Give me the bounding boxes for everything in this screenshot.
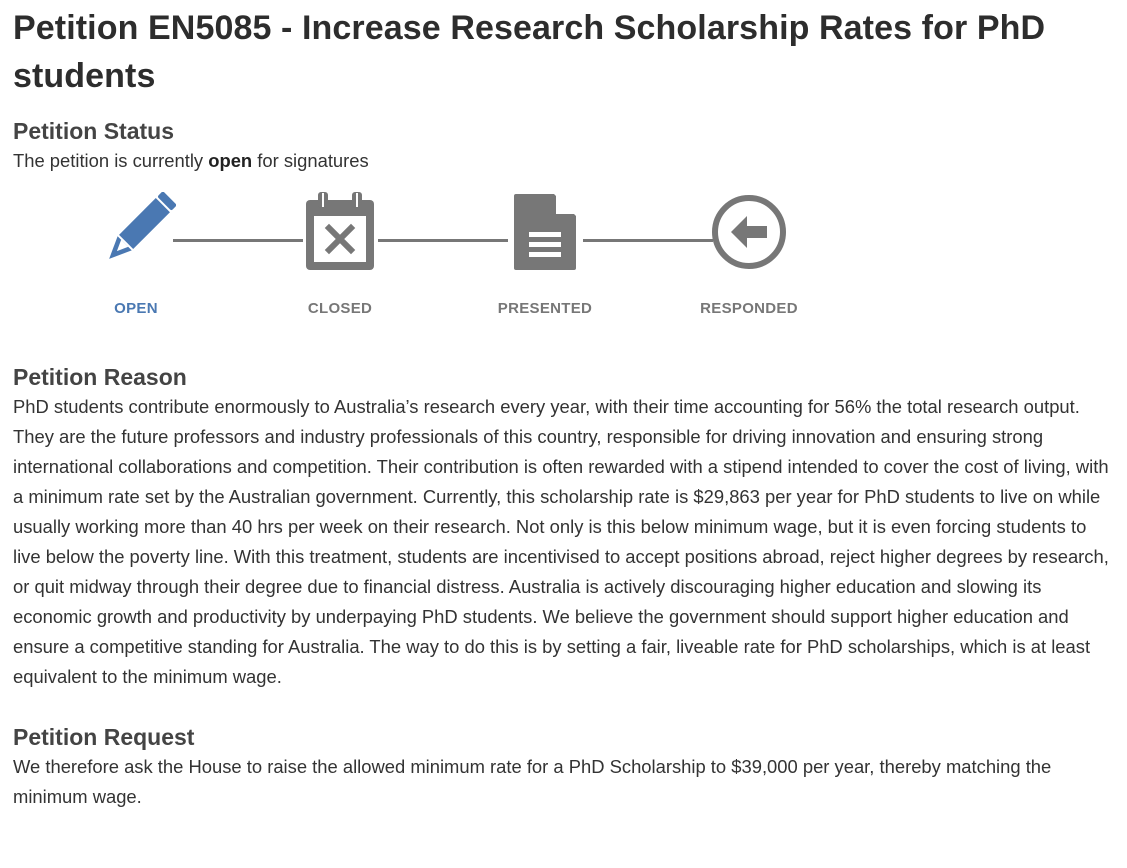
step-label: RESPONDED: [700, 300, 798, 317]
status-text-after: for signatures: [252, 150, 369, 171]
request-body: We therefore ask the House to raise the allowed minimum rate for a PhD Scholarship to $39,000 per year, thereby matching the minimum wage.: [13, 756, 1052, 807]
status-text-before: The petition is currently: [13, 150, 209, 171]
status-tracker: [13, 182, 1113, 352]
step-label: PRESENTED: [497, 300, 593, 317]
reason-heading: Petition Reason: [13, 364, 187, 390]
step-label: OPEN: [114, 300, 158, 317]
arrow-left-circle-icon: [709, 192, 789, 272]
step-label: CLOSED: [307, 300, 373, 317]
document-icon: [505, 192, 585, 272]
calendar-x-icon: [300, 192, 380, 272]
request-heading: Petition Request: [13, 724, 195, 750]
reason-body: PhD students contribute enormously to Australia’s research every year, with their time accounting for 56% the total research output. They are the future professors and industry professionals of this country, responsible for driving innovation and ensuring strong international collaborations and competition. Their contribution is often rewarded with a stipend intended to cover the cost of living, with a minimum rate set by the Australian government. Currently, this scholarship rate is $29,863 per year for PhD students to live on while usually working more than 40 hrs per week on their research. Not only is this below minimum wage, but it is even forcing students to live below the poverty line. With this treatment, students are incentivised to accept positions abroad, reject higher degrees by research, or quit midway through their degree due to financial distress. Australia is actively discouraging higher education and slowing its economic growth and productivity by underpaying PhD students. We believe the government should support higher education and ensure a competitive standing for Australia. The way to do this is by setting a fair, liveable rate for PhD scholarships, which is at least equivalent to the minimum wage.: [13, 396, 1109, 687]
status-text: [13, 144, 1113, 178]
pencil-icon: [96, 192, 176, 272]
status-heading: Petition Status: [13, 118, 175, 144]
page-title: Petition EN5085 - Increase Research Scholarship Rates for PhD students: [13, 9, 1046, 95]
status-state: open: [208, 150, 253, 171]
